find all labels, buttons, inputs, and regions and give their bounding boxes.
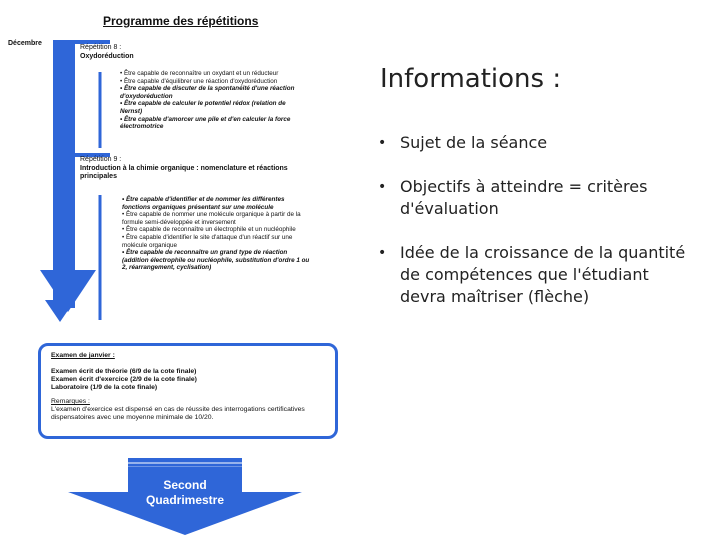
info-bullet <box>378 176 698 220</box>
rep9-subject: Introduction à la chimie organique : nomenclature et réactions principales <box>80 164 288 180</box>
rep8-subject: Oxydoréduction <box>80 52 134 60</box>
rep9-bullet: • Être capable d'identifier le site d'attaque d'un réactif sur une molécule organique <box>122 233 293 249</box>
repetition-8-header <box>80 44 320 61</box>
exam-line: Examen écrit d'exercice (2/9 de la cote finale) <box>51 376 197 383</box>
rep8-bullet: • Être capable de reconnaître un oxydant et un réducteur <box>120 70 279 77</box>
program-panel <box>0 0 350 540</box>
bullet-dot-icon: • <box>378 245 387 261</box>
bullet-dot-icon: • <box>378 179 387 195</box>
rep8-bullet: • Être capable d'amorcer une pile et d'en calculer la force électromotrice <box>120 115 291 131</box>
info-title: Informations : <box>380 64 562 94</box>
rep8-bullet: • Être capable d'équilibrer une réaction d'oxydoréduction <box>120 77 278 85</box>
rep8-bullet: • Être capable de calculer le potentiel rédox (relation de Nernst) <box>120 100 286 115</box>
rep8-head: Répétition 8 : <box>80 44 122 51</box>
rep9-bullet: • Être capable d'identifier et de nommer les différentes fonctions organiques présentant sur une molécule <box>122 196 285 211</box>
repetition-9-header <box>80 156 320 182</box>
remarks-text: L'examen d'exercice est dispensé en cas de réussite des interrogations certificatives dispensatoires avec une moyenne minimale de 10/20. <box>51 406 305 421</box>
rep9-bullets <box>122 196 312 272</box>
rep9-bullet: • Être capable de nommer une molécule organique à partir de la formule semi-développée et inversement <box>122 211 301 226</box>
info-bullet-text: Objectifs à atteindre = critères d'évaluation <box>400 177 648 218</box>
exam-info-box <box>38 343 338 439</box>
exam-line: Laboratoire (1/9 de la cote finale) <box>51 384 158 391</box>
exam-line: Examen écrit de théorie (6/9 de la cote finale) <box>51 368 197 375</box>
second-quadrimestre-label <box>130 478 240 508</box>
bullet-dot-icon: • <box>378 135 387 151</box>
rep9-bullet: • Être capable de reconnaître un électrophile et un nucléophile <box>122 226 296 234</box>
rep9-head: Répétition 9 : <box>80 156 122 163</box>
program-title: Programme des répétitions <box>103 14 259 28</box>
info-bullet <box>378 132 698 154</box>
second-line-1: Second <box>163 478 207 492</box>
remarks-title: Remarques : <box>51 398 90 405</box>
info-bullet-text: Idée de la croissance de la quantité de compétences que l'étudiant devra maîtriser (flèche) <box>400 243 686 306</box>
exam-title: Examen de janvier : <box>51 352 115 359</box>
info-bullet-text: Sujet de la séance <box>400 133 548 152</box>
rep8-bullets <box>120 70 300 131</box>
info-bullet <box>378 242 698 308</box>
month-label: Décembre <box>8 40 42 47</box>
info-bullet-list <box>378 132 698 330</box>
second-line-2: Quadrimestre <box>145 493 225 507</box>
rep9-bullet: • Être capable de reconnaître un grand type de réaction (addition électrophile ou nucléophile, substitution d'ordre 1 ou 2, réarrangement, cyclisation) <box>122 249 310 272</box>
rep8-bullet: • Être capable de discuter de la spontanéité d'une réaction d'oxydoréduction <box>120 85 295 100</box>
